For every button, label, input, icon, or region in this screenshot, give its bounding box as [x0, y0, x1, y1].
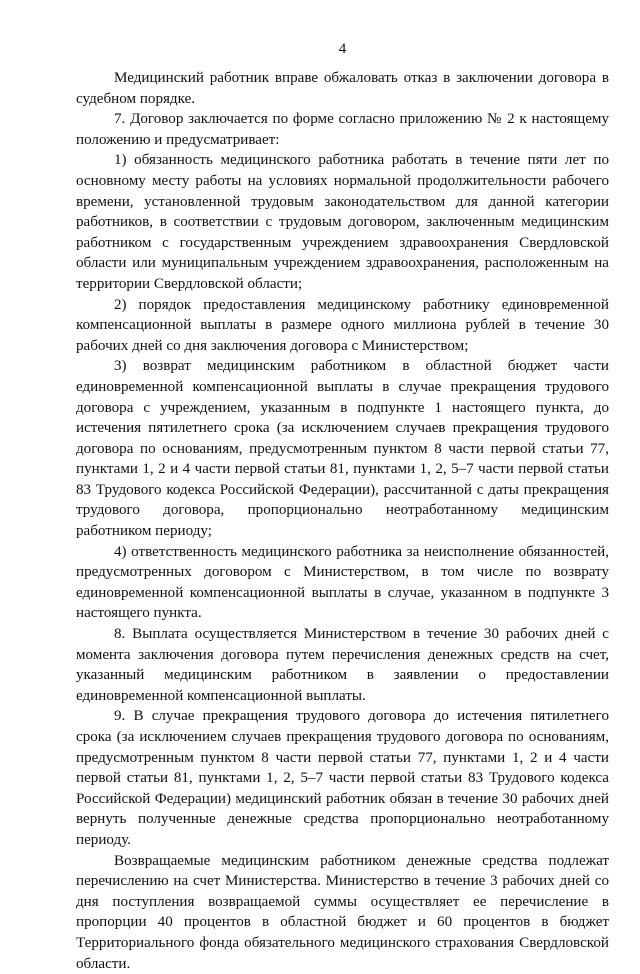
paragraph-item-8: 8. Выплата осуществляется Министерством в течение 30 рабочих дней с момента заключения договора путем перечисления денежных средств на счет, указанный медицинским работником в заявлении о предоставлении единовременной компенсационной выплаты. [76, 626, 609, 704]
paragraph-item-9: 9. В случае прекращения трудового договора до истечения пятилетнего срока (за исключением случаев прекращения трудового договора по основаниям, предусмотренным пунктом 8 части первой статьи 77, пунктами 1, 2 и 4 части первой статьи 81, пунктами 1, 2, 5–7 части первой статьи 83 Трудового кодекса Российской Федерации) медицинский работник обязан в течение 30 рабочих дней вернуть полученные денежные средства пропорционально неотработанному периоду. [76, 708, 609, 848]
document-page [76, 0, 609, 974]
paragraph-subitem-3: 3) возврат медицинским работником в областной бюджет части единовременной компенсационной выплаты в случае прекращения трудового договора с учреждением, указанным в подпункте 1 настоящего пункта, до истечения пятилетнего срока (за исключением случаев прекращения трудового договора по основаниям, предусмотренным пунктом 8 части первой статьи 77, пунктами 1, 2 и 4 части первой статьи 81, пунктами 1, 2, 5–7 части первой статьи 83 Трудового кодекса Российской Федерации), рассчитанной с даты прекращения трудового договора, пропорционально неотработанному медицинским работником периоду; [76, 358, 609, 540]
page-number: 4 [338, 41, 347, 57]
paragraph-appeal-refusal: Медицинский работник вправе обжаловать отказ в заключении договора в судебном порядке. [76, 70, 609, 107]
paragraph-item-7: 7. Договор заключается по форме согласно приложению № 2 к настоящему положению и предусматривает: [76, 111, 609, 148]
paragraph-subitem-2: 2) порядок предоставления медицинскому работнику единовременной компенсационной выплаты в размере одного миллиона рублей в течение 30 рабочих дней со дня заключения договора с Министерством; [76, 296, 609, 354]
paragraph-subitem-1: 1) обязанность медицинского работника работать в течение пяти лет по основному месту работы на условиях нормальной продолжительности рабочего времени, установленной трудовым законодательством для данной категории работников, в соответствии с трудовым договором, заключенным медицинским работником с государственным учреждением здравоохранения Свердловской области или муниципальным учреждением здравоохранения, расположенным на территории Свердловской области; [76, 152, 609, 292]
paragraph-subitem-4: 4) ответственность медицинского работника за неисполнение обязанностей, предусмотренных договором с Министерством, в том числе по возврату единовременной компенсационной выплаты в случае, указанном в подпункте 3 настоящего пункта. [76, 543, 609, 622]
paragraph-refund-transfer: Возвращаемые медицинским работником денежные средства подлежат перечислению на счет Министерства. Министерство в течение 3 рабочих дней со дня поступления возвращаемой суммы осуществляет ее перечисление в пропорции 40 процентов в областной бюджет и 60 процентов в бюджет Территориального фонда обязательного медицинского страхования Свердловской области. [76, 852, 609, 972]
